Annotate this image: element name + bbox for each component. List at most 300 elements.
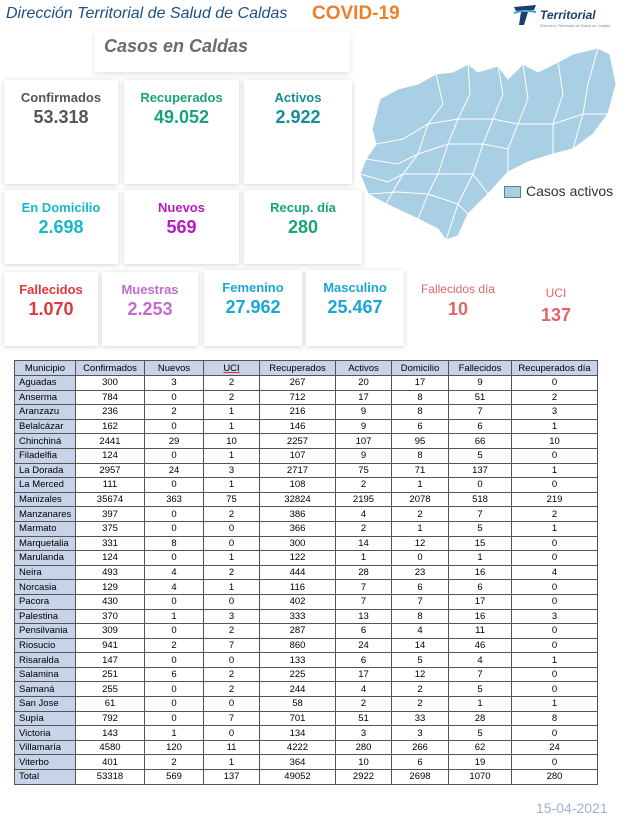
table-row bbox=[15, 740, 598, 755]
value-cell: 124 bbox=[76, 448, 145, 463]
value-cell: 12 bbox=[392, 536, 449, 551]
map-regions bbox=[360, 48, 616, 240]
value-cell: 2441 bbox=[76, 434, 145, 449]
value-cell: 1 bbox=[336, 551, 392, 566]
value-cell: 3 bbox=[392, 726, 449, 741]
municipio-cell: Salamina bbox=[15, 667, 76, 682]
value-cell: 2 bbox=[204, 507, 260, 522]
card-value: 1.070 bbox=[28, 299, 74, 319]
value-cell: 11 bbox=[449, 624, 512, 639]
value-cell: 134 bbox=[260, 726, 336, 741]
covid-label: COVID-19 bbox=[312, 3, 400, 24]
value-cell: 2 bbox=[512, 507, 598, 522]
value-cell: 5 bbox=[449, 448, 512, 463]
value-cell: 331 bbox=[76, 536, 145, 551]
value-cell: 0 bbox=[392, 551, 449, 566]
value-cell: 5 bbox=[392, 653, 449, 668]
table-row bbox=[15, 580, 598, 595]
card-label: Activos bbox=[274, 90, 322, 105]
value-cell: 0 bbox=[145, 478, 204, 493]
table-row bbox=[15, 463, 598, 478]
value-cell: 95 bbox=[392, 434, 449, 449]
card-value: 27.962 bbox=[225, 297, 281, 317]
value-cell: 5 bbox=[449, 521, 512, 536]
municipio-cell: Belalcázar bbox=[15, 419, 76, 434]
territorial-logo bbox=[512, 4, 616, 30]
value-cell: 2 bbox=[392, 697, 449, 712]
value-cell: 0 bbox=[145, 419, 204, 434]
col-nuevos: Nuevos bbox=[145, 361, 204, 376]
col-uci: UCI bbox=[204, 361, 260, 376]
value-cell: 2 bbox=[204, 682, 260, 697]
value-cell: 430 bbox=[76, 594, 145, 609]
municipio-cell: Filadelfia bbox=[15, 448, 76, 463]
card-value: 25.467 bbox=[327, 297, 383, 317]
value-cell: 146 bbox=[260, 419, 336, 434]
municipio-cell: Neira bbox=[15, 565, 76, 580]
value-cell: 1 bbox=[145, 609, 204, 624]
value-cell: 14 bbox=[392, 638, 449, 653]
value-cell: 2257 bbox=[260, 434, 336, 449]
value-cell: 120 bbox=[145, 740, 204, 755]
value-cell: 1 bbox=[204, 448, 260, 463]
card-fallecidos bbox=[4, 272, 98, 346]
card-value: 137 bbox=[540, 305, 572, 325]
value-cell: 129 bbox=[76, 580, 145, 595]
municipio-cell: Marmato bbox=[15, 521, 76, 536]
value-cell: 1 bbox=[204, 580, 260, 595]
municipio-cell: San Jose bbox=[15, 697, 76, 712]
value-cell: 0 bbox=[204, 521, 260, 536]
municipio-cell: Marulanda bbox=[15, 551, 76, 566]
value-cell: 33 bbox=[392, 711, 449, 726]
value-cell: 17 bbox=[336, 390, 392, 405]
logo-icon bbox=[512, 4, 538, 26]
value-cell: 8 bbox=[392, 390, 449, 405]
value-cell: 2078 bbox=[392, 492, 449, 507]
value-cell: 0 bbox=[512, 638, 598, 653]
card-label: Femenino bbox=[222, 280, 284, 295]
table-row bbox=[15, 667, 598, 682]
value-cell: 0 bbox=[512, 624, 598, 639]
card-en-domicilio bbox=[4, 190, 118, 264]
value-cell: 137 bbox=[204, 770, 260, 785]
value-cell: 7 bbox=[392, 594, 449, 609]
value-cell: 1 bbox=[512, 653, 598, 668]
value-cell: 15 bbox=[449, 536, 512, 551]
value-cell: 5 bbox=[449, 726, 512, 741]
value-cell: 4580 bbox=[76, 740, 145, 755]
value-cell: 0 bbox=[145, 448, 204, 463]
value-cell: 28 bbox=[449, 711, 512, 726]
municipio-cell: Pensilvania bbox=[15, 624, 76, 639]
municipio-cell: Norcasia bbox=[15, 580, 76, 595]
value-cell: 267 bbox=[260, 376, 336, 391]
value-cell: 1 bbox=[512, 419, 598, 434]
value-cell: 2 bbox=[204, 390, 260, 405]
value-cell: 0 bbox=[145, 697, 204, 712]
card-label: En Domicilio bbox=[21, 200, 101, 215]
value-cell: 49052 bbox=[260, 770, 336, 785]
municipios-table bbox=[14, 360, 598, 785]
card-muestras bbox=[102, 272, 198, 346]
card-activos bbox=[244, 80, 352, 184]
value-cell: 266 bbox=[392, 740, 449, 755]
value-cell: 8 bbox=[392, 448, 449, 463]
value-cell: 0 bbox=[145, 521, 204, 536]
value-cell: 1 bbox=[512, 697, 598, 712]
card-label: Masculino bbox=[323, 280, 387, 295]
card-fallecidos-dia bbox=[408, 272, 508, 346]
value-cell: 17 bbox=[392, 376, 449, 391]
value-cell: 2 bbox=[336, 478, 392, 493]
table-row bbox=[15, 551, 598, 566]
value-cell: 3 bbox=[512, 609, 598, 624]
value-cell: 162 bbox=[76, 419, 145, 434]
value-cell: 17 bbox=[449, 594, 512, 609]
value-cell: 0 bbox=[204, 536, 260, 551]
value-cell: 244 bbox=[260, 682, 336, 697]
card-uci bbox=[508, 272, 604, 346]
col-municipio: Municipio bbox=[15, 361, 76, 376]
legend-label: Casos activos bbox=[526, 183, 614, 199]
value-cell: 122 bbox=[260, 551, 336, 566]
value-cell: 17 bbox=[336, 667, 392, 682]
table-row bbox=[15, 376, 598, 391]
value-cell: 0 bbox=[145, 594, 204, 609]
col-recuperados-dia: Recuperados día bbox=[512, 361, 598, 376]
value-cell: 75 bbox=[336, 463, 392, 478]
table-row bbox=[15, 594, 598, 609]
card-masculino bbox=[306, 270, 404, 346]
municipio-cell: La Dorada bbox=[15, 463, 76, 478]
municipio-cell: Supía bbox=[15, 711, 76, 726]
value-cell: 11 bbox=[204, 740, 260, 755]
value-cell: 107 bbox=[336, 434, 392, 449]
value-cell: 4 bbox=[512, 565, 598, 580]
value-cell: 0 bbox=[512, 682, 598, 697]
value-cell: 0 bbox=[512, 726, 598, 741]
value-cell: 7 bbox=[449, 507, 512, 522]
value-cell: 1 bbox=[449, 697, 512, 712]
card-confirmados bbox=[4, 80, 118, 184]
col-domicilio: Domicilio bbox=[392, 361, 449, 376]
table-row bbox=[15, 565, 598, 580]
value-cell: 0 bbox=[145, 507, 204, 522]
value-cell: 300 bbox=[260, 536, 336, 551]
card-value: 53.318 bbox=[33, 107, 89, 127]
value-cell: 7 bbox=[204, 638, 260, 653]
value-cell: 2 bbox=[336, 521, 392, 536]
value-cell: 300 bbox=[76, 376, 145, 391]
municipio-cell: La Merced bbox=[15, 478, 76, 493]
logo-subtext: Dirección Territorial de Salud de Caldas bbox=[540, 23, 611, 28]
value-cell: 1 bbox=[449, 551, 512, 566]
table-row bbox=[15, 405, 598, 420]
card-value: 49.052 bbox=[153, 107, 210, 127]
value-cell: 2 bbox=[204, 565, 260, 580]
value-cell: 2717 bbox=[260, 463, 336, 478]
value-cell: 2195 bbox=[336, 492, 392, 507]
value-cell: 8 bbox=[512, 711, 598, 726]
municipio-cell: Villamaría bbox=[15, 740, 76, 755]
municipio-cell: Total bbox=[15, 770, 76, 785]
card-label: Fallecidos día bbox=[420, 282, 496, 296]
value-cell: 397 bbox=[76, 507, 145, 522]
value-cell: 0 bbox=[145, 551, 204, 566]
value-cell: 225 bbox=[260, 667, 336, 682]
municipio-cell: Pacora bbox=[15, 594, 76, 609]
value-cell: 493 bbox=[76, 565, 145, 580]
table-row bbox=[15, 434, 598, 449]
table-header-row bbox=[15, 361, 598, 376]
col-confirmados: Confirmados bbox=[76, 361, 145, 376]
value-cell: 3 bbox=[145, 376, 204, 391]
table-row bbox=[15, 711, 598, 726]
value-cell: 4 bbox=[145, 565, 204, 580]
value-cell: 4 bbox=[449, 653, 512, 668]
table-row bbox=[15, 653, 598, 668]
table-row bbox=[15, 638, 598, 653]
value-cell: 569 bbox=[145, 770, 204, 785]
value-cell: 2 bbox=[392, 507, 449, 522]
value-cell: 1 bbox=[512, 521, 598, 536]
value-cell: 6 bbox=[336, 624, 392, 639]
value-cell: 2922 bbox=[336, 770, 392, 785]
value-cell: 116 bbox=[260, 580, 336, 595]
value-cell: 784 bbox=[76, 390, 145, 405]
value-cell: 51 bbox=[336, 711, 392, 726]
card-label: Recup. día bbox=[270, 200, 336, 215]
value-cell: 2 bbox=[145, 638, 204, 653]
value-cell: 16 bbox=[449, 565, 512, 580]
value-cell: 860 bbox=[260, 638, 336, 653]
value-cell: 0 bbox=[145, 711, 204, 726]
value-cell: 35674 bbox=[76, 492, 145, 507]
value-cell: 10 bbox=[336, 755, 392, 770]
value-cell: 0 bbox=[512, 448, 598, 463]
value-cell: 2 bbox=[392, 682, 449, 697]
value-cell: 280 bbox=[512, 770, 598, 785]
value-cell: 4 bbox=[392, 624, 449, 639]
value-cell: 53318 bbox=[76, 770, 145, 785]
value-cell: 10 bbox=[512, 434, 598, 449]
card-label: UCI bbox=[545, 286, 567, 300]
value-cell: 6 bbox=[449, 580, 512, 595]
value-cell: 7 bbox=[336, 594, 392, 609]
value-cell: 12 bbox=[392, 667, 449, 682]
value-cell: 3 bbox=[204, 463, 260, 478]
value-cell: 251 bbox=[76, 667, 145, 682]
value-cell: 712 bbox=[260, 390, 336, 405]
value-cell: 9 bbox=[449, 376, 512, 391]
value-cell: 0 bbox=[512, 755, 598, 770]
card-label: Confirmados bbox=[20, 90, 102, 105]
value-cell: 1070 bbox=[449, 770, 512, 785]
municipio-cell: Palestina bbox=[15, 609, 76, 624]
value-cell: 6 bbox=[336, 653, 392, 668]
table-row bbox=[15, 770, 598, 785]
value-cell: 6 bbox=[392, 580, 449, 595]
value-cell: 9 bbox=[336, 405, 392, 420]
municipio-cell: Viterbo bbox=[15, 755, 76, 770]
municipio-cell: Marquetalia bbox=[15, 536, 76, 551]
col-fallecidos: Fallecidos bbox=[449, 361, 512, 376]
value-cell: 2 bbox=[145, 405, 204, 420]
value-cell: 1 bbox=[145, 726, 204, 741]
value-cell: 4 bbox=[145, 580, 204, 595]
value-cell: 28 bbox=[336, 565, 392, 580]
value-cell: 0 bbox=[512, 667, 598, 682]
value-cell: 0 bbox=[512, 376, 598, 391]
value-cell: 71 bbox=[392, 463, 449, 478]
card-value: 10 bbox=[447, 299, 469, 319]
value-cell: 366 bbox=[260, 521, 336, 536]
card-value: 2.698 bbox=[38, 217, 84, 237]
table-row bbox=[15, 609, 598, 624]
caldas-map bbox=[358, 44, 620, 244]
value-cell: 2 bbox=[512, 390, 598, 405]
logo-text: Territorial bbox=[540, 8, 596, 22]
value-cell: 2698 bbox=[392, 770, 449, 785]
card-value: 2.253 bbox=[127, 299, 173, 319]
card-value: 2.922 bbox=[275, 107, 321, 127]
card-nuevos bbox=[124, 190, 239, 264]
value-cell: 1 bbox=[204, 419, 260, 434]
value-cell: 3 bbox=[336, 726, 392, 741]
legend-swatch bbox=[504, 186, 521, 198]
table-row bbox=[15, 536, 598, 551]
value-cell: 16 bbox=[449, 609, 512, 624]
col-recuperados: Recuperados bbox=[260, 361, 336, 376]
value-cell: 364 bbox=[260, 755, 336, 770]
table-row bbox=[15, 682, 598, 697]
value-cell: 143 bbox=[76, 726, 145, 741]
table-row bbox=[15, 726, 598, 741]
value-cell: 333 bbox=[260, 609, 336, 624]
value-cell: 8 bbox=[392, 609, 449, 624]
value-cell: 62 bbox=[449, 740, 512, 755]
table-row bbox=[15, 624, 598, 639]
value-cell: 0 bbox=[145, 390, 204, 405]
value-cell: 0 bbox=[512, 551, 598, 566]
value-cell: 58 bbox=[260, 697, 336, 712]
value-cell: 0 bbox=[512, 594, 598, 609]
value-cell: 1 bbox=[392, 521, 449, 536]
card-femenino bbox=[204, 270, 302, 346]
table-row bbox=[15, 390, 598, 405]
value-cell: 370 bbox=[76, 609, 145, 624]
value-cell: 216 bbox=[260, 405, 336, 420]
value-cell: 19 bbox=[449, 755, 512, 770]
value-cell: 2 bbox=[204, 376, 260, 391]
value-cell: 8 bbox=[392, 405, 449, 420]
value-cell: 6 bbox=[392, 419, 449, 434]
value-cell: 7 bbox=[204, 711, 260, 726]
table-row bbox=[15, 697, 598, 712]
page-subtitle: Casos en Caldas bbox=[104, 36, 249, 56]
card-recup-dia bbox=[244, 190, 362, 264]
municipio-cell: Riosucio bbox=[15, 638, 76, 653]
value-cell: 7 bbox=[336, 580, 392, 595]
municipio-cell: Risaralda bbox=[15, 653, 76, 668]
value-cell: 51 bbox=[449, 390, 512, 405]
value-cell: 701 bbox=[260, 711, 336, 726]
value-cell: 386 bbox=[260, 507, 336, 522]
municipio-cell: Anserma bbox=[15, 390, 76, 405]
value-cell: 219 bbox=[512, 492, 598, 507]
value-cell: 0 bbox=[204, 594, 260, 609]
value-cell: 111 bbox=[76, 478, 145, 493]
value-cell: 6 bbox=[145, 667, 204, 682]
map-region bbox=[360, 48, 616, 240]
value-cell: 792 bbox=[76, 711, 145, 726]
value-cell: 444 bbox=[260, 565, 336, 580]
value-cell: 24 bbox=[145, 463, 204, 478]
card-value: 569 bbox=[166, 217, 197, 237]
value-cell: 3 bbox=[512, 405, 598, 420]
value-cell: 3 bbox=[204, 609, 260, 624]
value-cell: 4222 bbox=[260, 740, 336, 755]
card-value: 280 bbox=[287, 217, 319, 237]
value-cell: 941 bbox=[76, 638, 145, 653]
value-cell: 402 bbox=[260, 594, 336, 609]
value-cell: 0 bbox=[204, 653, 260, 668]
value-cell: 24 bbox=[512, 740, 598, 755]
value-cell: 236 bbox=[76, 405, 145, 420]
value-cell: 13 bbox=[336, 609, 392, 624]
value-cell: 4 bbox=[336, 682, 392, 697]
value-cell: 23 bbox=[392, 565, 449, 580]
value-cell: 14 bbox=[336, 536, 392, 551]
value-cell: 0 bbox=[204, 697, 260, 712]
value-cell: 518 bbox=[449, 492, 512, 507]
value-cell: 6 bbox=[449, 419, 512, 434]
value-cell: 0 bbox=[512, 580, 598, 595]
value-cell: 2 bbox=[204, 624, 260, 639]
value-cell: 10 bbox=[204, 434, 260, 449]
value-cell: 46 bbox=[449, 638, 512, 653]
value-cell: 24 bbox=[336, 638, 392, 653]
value-cell: 309 bbox=[76, 624, 145, 639]
municipio-cell: Chinchiná bbox=[15, 434, 76, 449]
value-cell: 2 bbox=[204, 667, 260, 682]
table-row bbox=[15, 448, 598, 463]
value-cell: 287 bbox=[260, 624, 336, 639]
value-cell: 0 bbox=[204, 726, 260, 741]
value-cell: 9 bbox=[336, 448, 392, 463]
value-cell: 280 bbox=[336, 740, 392, 755]
municipio-cell: Samaná bbox=[15, 682, 76, 697]
value-cell: 2 bbox=[145, 755, 204, 770]
value-cell: 5 bbox=[449, 682, 512, 697]
table-row bbox=[15, 492, 598, 507]
municipio-cell: Victoria bbox=[15, 726, 76, 741]
value-cell: 8 bbox=[145, 536, 204, 551]
card-label: Nuevos bbox=[158, 200, 205, 215]
card-label: Recuperados bbox=[140, 90, 223, 105]
value-cell: 0 bbox=[512, 536, 598, 551]
value-cell: 147 bbox=[76, 653, 145, 668]
value-cell: 107 bbox=[260, 448, 336, 463]
value-cell: 0 bbox=[145, 624, 204, 639]
value-cell: 6 bbox=[392, 755, 449, 770]
value-cell: 1 bbox=[204, 755, 260, 770]
col-activos: Activos bbox=[336, 361, 392, 376]
value-cell: 29 bbox=[145, 434, 204, 449]
value-cell: 9 bbox=[336, 419, 392, 434]
table-row bbox=[15, 507, 598, 522]
